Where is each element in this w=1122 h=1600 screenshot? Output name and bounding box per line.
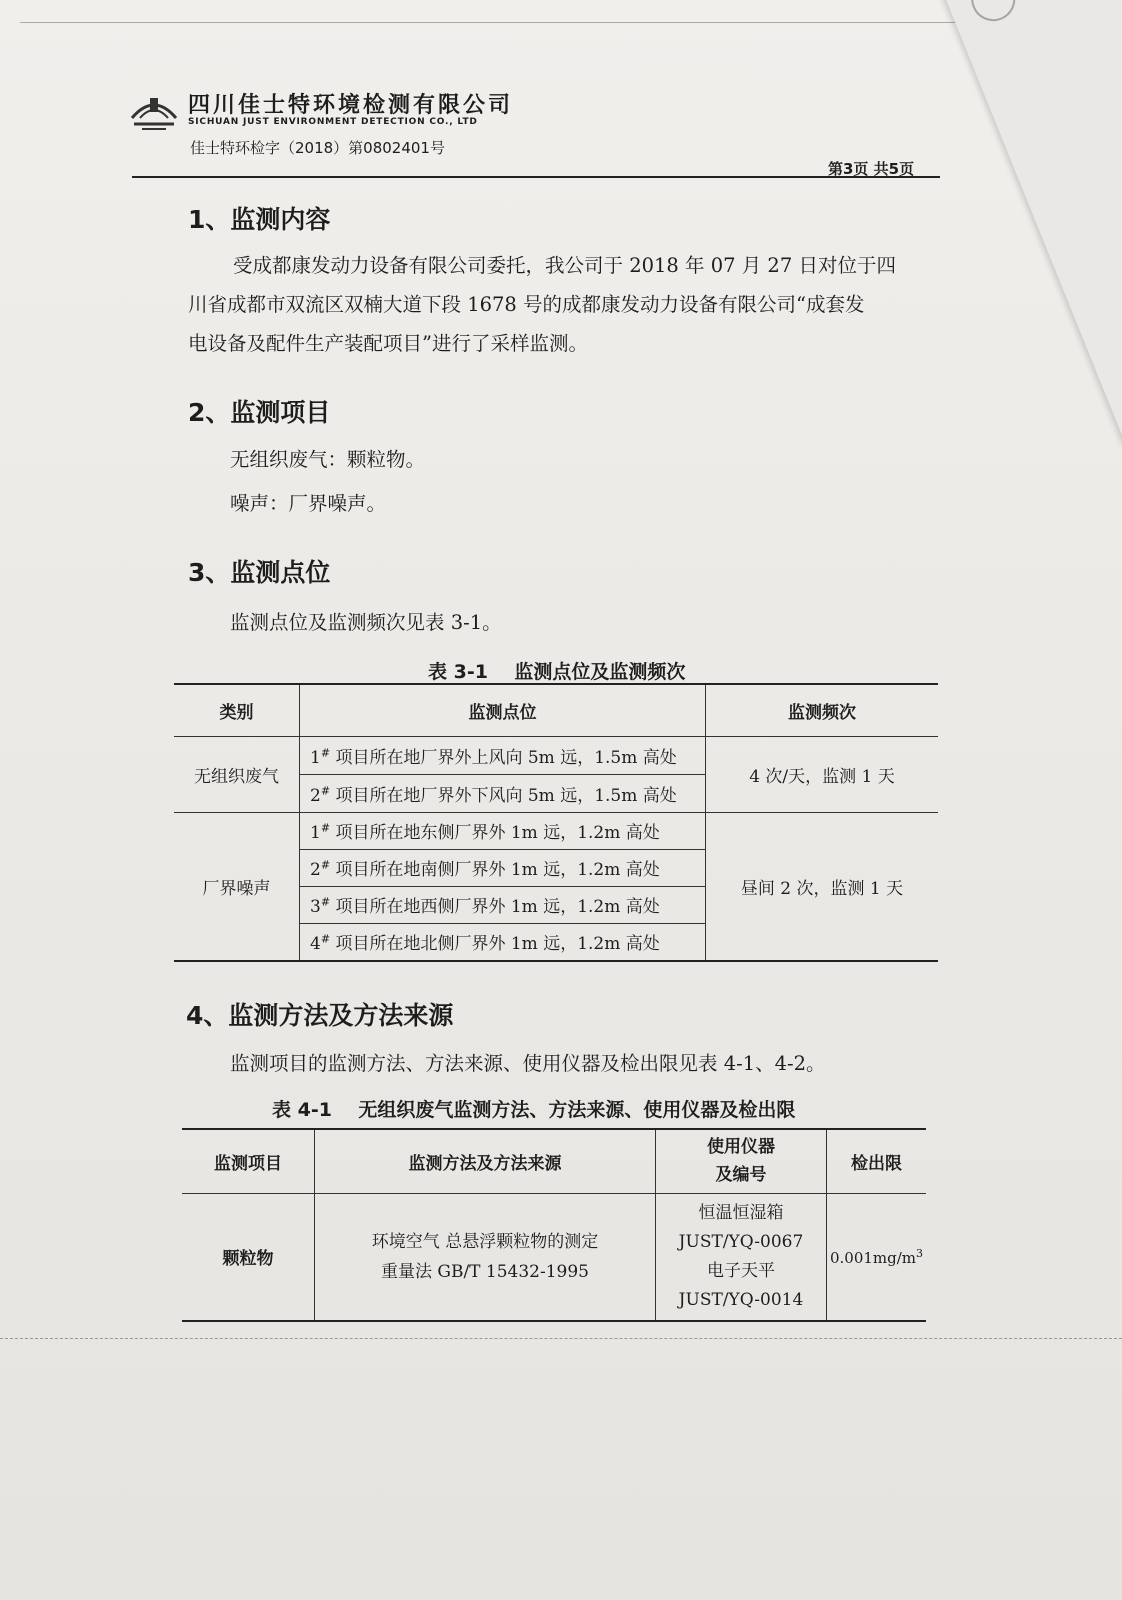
table-row bbox=[182, 1193, 926, 1321]
point-text: 项目所在地南侧厂界外 1m 远，1.2m 高处 bbox=[335, 860, 660, 880]
section-1-title: 1、监测内容 bbox=[188, 205, 331, 234]
method-line-1: 环境空气 总悬浮颗粒物的测定 bbox=[371, 1231, 599, 1252]
point-mark: # bbox=[320, 895, 331, 909]
table-row bbox=[174, 812, 938, 849]
header-instrument-line-1: 使用仪器 bbox=[707, 1137, 775, 1158]
company-logo-icon bbox=[965, 0, 1022, 28]
point-number: 4 bbox=[310, 934, 321, 955]
category-cell: 厂界噪声 bbox=[174, 812, 300, 961]
instrument-line: JUST/YQ-0067 bbox=[678, 1231, 804, 1252]
point-mark: # bbox=[320, 858, 331, 872]
instrument-cell bbox=[656, 1193, 827, 1321]
location-cell bbox=[300, 923, 706, 961]
frequency-cell: 昼间 2 次，监测 1 天 bbox=[706, 812, 939, 961]
point-mark: # bbox=[320, 783, 331, 797]
point-number: 2 bbox=[310, 860, 321, 880]
point-text: 项目所在地东侧厂界外 1m 远，1.2m 高处 bbox=[335, 823, 660, 843]
table-header-row bbox=[174, 684, 938, 736]
location-cell bbox=[300, 886, 706, 923]
top-edge-line bbox=[20, 22, 1020, 23]
point-mark: # bbox=[320, 821, 331, 835]
header-limit: 检出限 bbox=[827, 1129, 927, 1193]
header-location: 监测点位 bbox=[300, 684, 706, 736]
location-cell bbox=[300, 812, 706, 849]
table-3-1 bbox=[174, 683, 938, 962]
location-cell bbox=[300, 849, 706, 886]
point-number: 1 bbox=[310, 823, 321, 843]
instrument-line: 电子天平 bbox=[707, 1260, 775, 1281]
point-text: 项目所在地厂界外上风向 5m 远，1.5m 高处 bbox=[335, 747, 677, 768]
table-header-row bbox=[182, 1129, 926, 1193]
limit-unit-exponent: 3 bbox=[916, 1246, 924, 1260]
overlapping-page-corner bbox=[930, 0, 1122, 442]
header-frequency: 监测频次 bbox=[706, 684, 939, 736]
header-item: 监测项目 bbox=[182, 1129, 315, 1193]
location-cell bbox=[300, 736, 706, 774]
paper-fold-line bbox=[0, 1338, 1122, 1339]
method-line-2: 重量法 GB/T 15432-1995 bbox=[380, 1261, 590, 1282]
limit-value: 0.001mg/m bbox=[829, 1248, 917, 1267]
header-category: 类别 bbox=[174, 684, 300, 736]
section-4-intro: 监测项目的监测方法、方法来源、使用仪器及检出限见表 4-1、4-2。 bbox=[230, 1052, 826, 1075]
section-3-title: 3、监测点位 bbox=[188, 558, 331, 587]
method-cell bbox=[315, 1193, 656, 1321]
frequency-cell: 4 次/天，监测 1 天 bbox=[706, 736, 939, 812]
item-cell: 颗粒物 bbox=[182, 1193, 315, 1321]
section-2-title: 2、监测项目 bbox=[188, 398, 331, 427]
section-1-line-3: 电设备及配件生产装配项目”进行了采样监测。 bbox=[188, 332, 588, 355]
company-name-en: SICHUAN JUST ENVIRONMENT DETECTION CO., LTD bbox=[188, 117, 478, 127]
header-instrument bbox=[656, 1129, 827, 1193]
point-text: 项目所在地西侧厂界外 1m 远，1.2m 高处 bbox=[335, 897, 660, 917]
table-3-1-caption: 表 3-1 监测点位及监测频次 bbox=[428, 661, 686, 683]
report-number: 佳士特环检字（2018）第0802401号 bbox=[190, 139, 445, 157]
point-number: 1 bbox=[310, 747, 321, 768]
instrument-line: 恒温恒湿箱 bbox=[698, 1202, 784, 1223]
point-mark: # bbox=[320, 932, 331, 946]
table-row bbox=[174, 736, 938, 774]
section-2-line-2: 噪声：厂界噪声。 bbox=[230, 492, 387, 515]
table-4-1-caption: 表 4-1 无组织废气监测方法、方法来源、使用仪器及检出限 bbox=[272, 1099, 796, 1121]
limit-cell bbox=[827, 1193, 927, 1321]
point-mark: # bbox=[320, 745, 331, 759]
instrument-line: JUST/YQ-0014 bbox=[678, 1289, 804, 1310]
company-name-cn: 四川佳士特环境检测有限公司 bbox=[188, 93, 514, 118]
location-cell bbox=[300, 774, 706, 812]
section-1-line-2: 川省成都市双流区双楠大道下段 1678 号的成都康发动力设备有限公司“成套发 bbox=[188, 293, 865, 316]
section-4-title: 4、监测方法及方法来源 bbox=[186, 1001, 454, 1030]
point-number: 3 bbox=[310, 897, 321, 917]
point-text: 项目所在地北侧厂界外 1m 远，1.2m 高处 bbox=[335, 934, 660, 955]
point-number: 2 bbox=[310, 785, 321, 806]
header-divider bbox=[132, 176, 940, 178]
section-2-line-1: 无组织废气：颗粒物。 bbox=[230, 448, 426, 471]
page-indicator: 第3页 共5页 bbox=[828, 160, 915, 178]
section-1-line-1: 受成都康发动力设备有限公司委托，我公司于 2018 年 07 月 27 日对位于四 bbox=[233, 254, 896, 277]
category-cell: 无组织废气 bbox=[174, 736, 300, 812]
table-4-1 bbox=[182, 1128, 926, 1322]
header-method: 监测方法及方法来源 bbox=[315, 1129, 656, 1193]
section-3-intro: 监测点位及监测频次见表 3-1。 bbox=[230, 611, 502, 634]
point-text: 项目所在地厂界外下风向 5m 远，1.5m 高处 bbox=[335, 785, 677, 806]
company-logo-icon bbox=[128, 88, 180, 132]
header-instrument-line-2: 及编号 bbox=[715, 1165, 767, 1186]
